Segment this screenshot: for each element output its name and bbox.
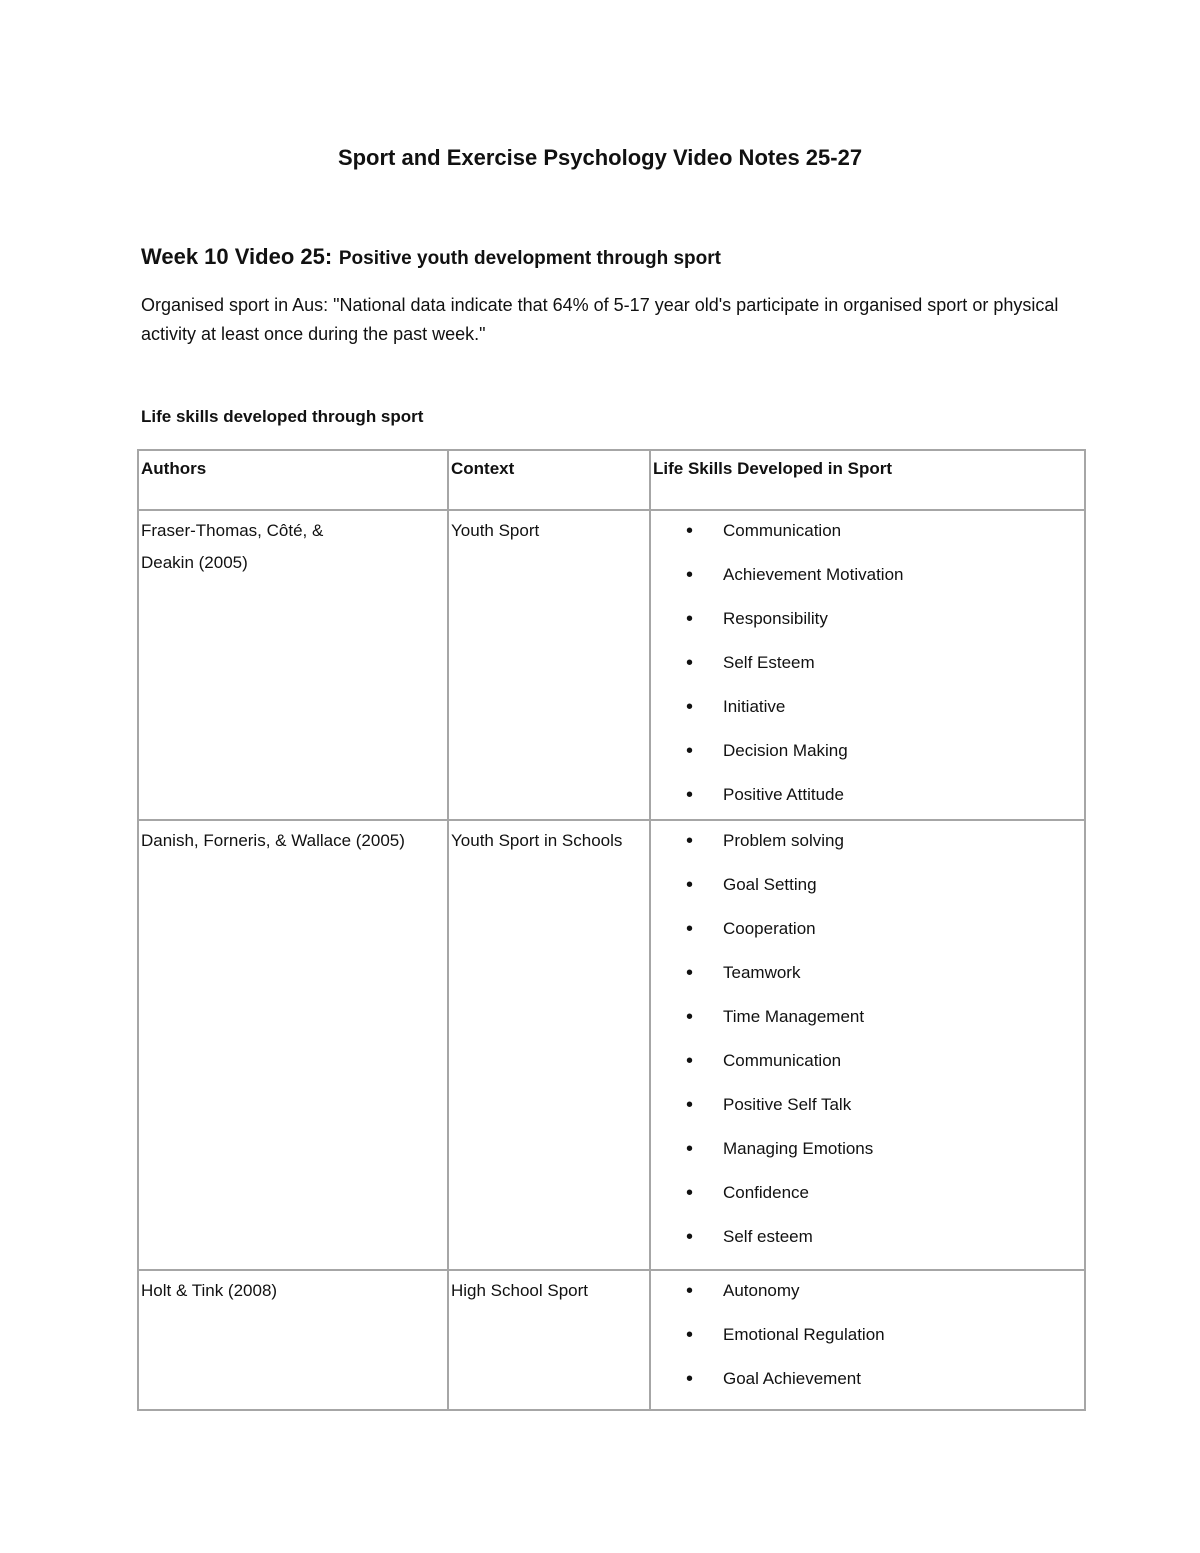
intro-paragraph: Organised sport in Aus: "National data indicate that 64% of 5-17 year old's participate in organised sport or physical activity at least once during the past week.": [141, 295, 1059, 344]
context-text: High School Sport: [451, 1281, 589, 1300]
authors-cell: [138, 820, 448, 1270]
skill-item: • Emotional Regulation: [653, 1313, 1084, 1357]
life-skills-table: [137, 449, 1086, 1411]
skill-item: • Problem solving: [653, 819, 1084, 863]
skill-item: • Teamwork: [653, 951, 1084, 995]
header-context: Context: [448, 450, 650, 510]
context-cell: [448, 820, 650, 1270]
skills-cell: [650, 510, 1085, 820]
skill-list: [653, 509, 1084, 817]
skill-item: • Positive Self Talk: [653, 1083, 1084, 1127]
page-title: Sport and Exercise Psychology Video Notes 25-27: [337, 145, 863, 170]
skill-item: • Achievement Motivation: [653, 553, 1084, 597]
table-row: [138, 1270, 1085, 1410]
skill-item: • Goal Achievement: [653, 1357, 1084, 1401]
skills-cell: [650, 820, 1085, 1270]
skill-item: • Managing Emotions: [653, 1127, 1084, 1171]
skill-item: • Positive Attitude: [653, 773, 1084, 817]
context-text: Youth Sport in Schools: [451, 831, 623, 850]
skill-item: • Cooperation: [653, 907, 1084, 951]
section-heading: [141, 243, 721, 271]
skill-list: [653, 819, 1084, 1259]
skill-item: • Goal Setting: [653, 863, 1084, 907]
skill-item: • Communication: [653, 1039, 1084, 1083]
skill-item: • Initiative: [653, 685, 1084, 729]
header-authors: Authors: [138, 450, 448, 510]
section-week: Week 10 Video 25:: [141, 244, 333, 269]
skill-item: • Decision Making: [653, 729, 1084, 773]
context-cell: [448, 1270, 650, 1410]
skill-item: • Responsibility: [653, 597, 1084, 641]
authors-cell: [138, 510, 448, 820]
skill-item: • Communication: [653, 509, 1084, 553]
table-header-row: [138, 450, 1085, 510]
table-row: [138, 820, 1085, 1270]
authors-line: Danish, Forneris, & Wallace (2005): [141, 831, 405, 850]
section-topic: Positive youth development through sport: [338, 248, 721, 269]
context-cell: [448, 510, 650, 820]
skill-item: • Self esteem: [653, 1215, 1084, 1259]
table-heading: Life skills developed through sport: [141, 407, 424, 426]
skill-list: [653, 1269, 1084, 1401]
table-row: [138, 510, 1085, 820]
authors-cell: [138, 1270, 448, 1410]
authors-line: Deakin (2005): [141, 553, 248, 572]
authors-line: Holt & Tink (2008): [141, 1281, 278, 1300]
context-text: Youth Sport: [451, 521, 540, 540]
skill-item: • Confidence: [653, 1171, 1084, 1215]
skill-item: • Time Management: [653, 995, 1084, 1039]
authors-line: Fraser-Thomas, Côté, &: [141, 521, 324, 540]
skill-item: • Autonomy: [653, 1269, 1084, 1313]
skill-item: • Self Esteem: [653, 641, 1084, 685]
skills-cell: [650, 1270, 1085, 1410]
header-skills: Life Skills Developed in Sport: [650, 450, 1085, 510]
